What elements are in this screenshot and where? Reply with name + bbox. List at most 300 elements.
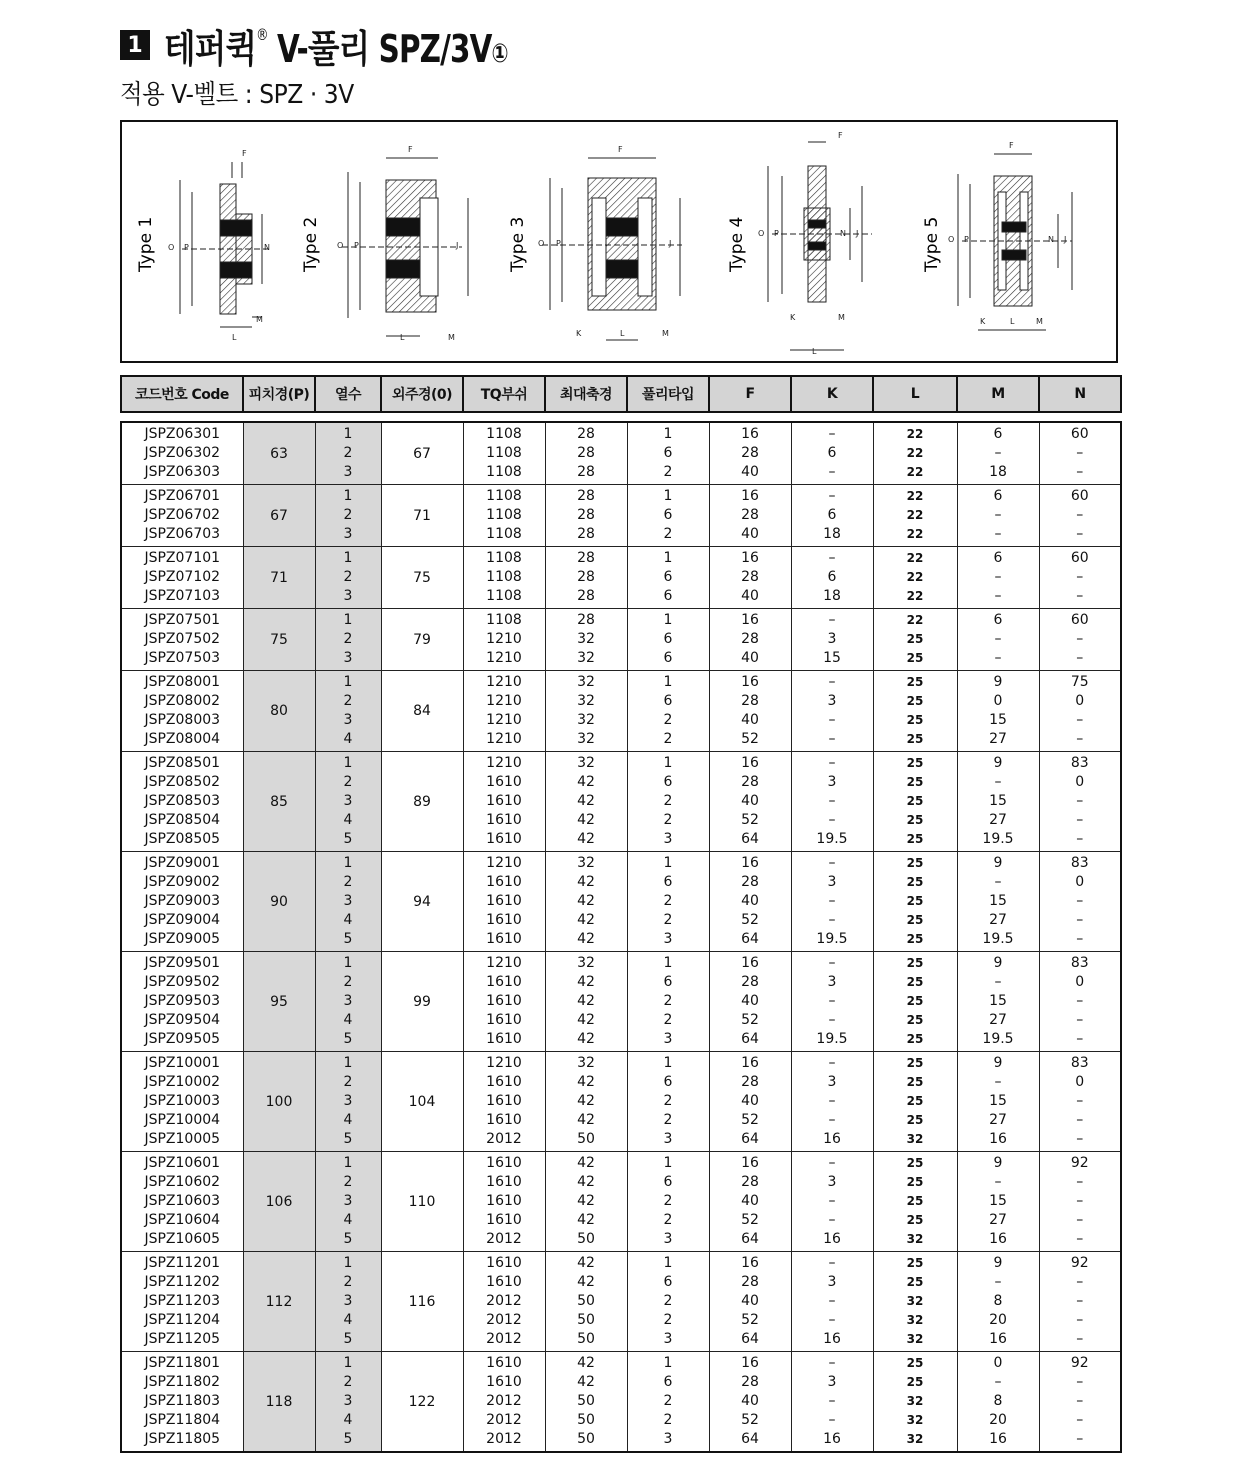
cell-value: 42 <box>577 793 595 809</box>
dim-L-5: L <box>1010 317 1015 326</box>
cell-rows <box>315 609 381 671</box>
table-row-group <box>121 485 1121 547</box>
cell-value: – <box>828 612 836 628</box>
cell-value: JSPZ08502 <box>144 774 221 790</box>
cell-value: 6 <box>663 650 673 666</box>
cell-f <box>709 1352 791 1453</box>
cell-pitch: 80 <box>243 671 315 752</box>
cell-value: 2 <box>663 1293 673 1309</box>
cell-value: 1210 <box>486 1055 522 1071</box>
cell-value: 6 <box>663 507 673 523</box>
cell-value: 1610 <box>486 774 522 790</box>
cell-value: – <box>828 755 836 771</box>
dim-L-4: L <box>812 347 817 356</box>
cell-value: 16 <box>741 612 759 628</box>
cell-value: 1 <box>343 550 353 566</box>
cell-value: JSPZ09004 <box>144 912 221 928</box>
cell-value: 1 <box>663 755 673 771</box>
cell-rows <box>315 752 381 852</box>
cell-value: – <box>994 569 1002 585</box>
cell-value: 1 <box>343 1255 353 1271</box>
cell-type <box>627 1152 709 1252</box>
cell-value: JSPZ10603 <box>144 1193 221 1209</box>
cell-value: 3 <box>663 1031 673 1047</box>
cell-f <box>709 852 791 952</box>
cell-value: 42 <box>577 774 595 790</box>
cell-value: JSPZ11203 <box>144 1293 221 1309</box>
cell-pitch: 112 <box>243 1252 315 1352</box>
cell-value: JSPZ07502 <box>144 631 221 647</box>
cell-type <box>627 952 709 1052</box>
cell-value: JSPZ10001 <box>144 1055 221 1071</box>
cell-codes <box>121 1352 243 1453</box>
cell-value: 1210 <box>486 650 522 666</box>
cell-tq <box>463 485 545 547</box>
cell-value: 1610 <box>486 1074 522 1090</box>
cell-value: 25 <box>906 1032 924 1046</box>
cell-value: 42 <box>577 1174 595 1190</box>
cell-value: 3 <box>343 650 353 666</box>
cell-value: – <box>1076 1131 1084 1147</box>
cell-value: – <box>994 445 1002 461</box>
cell-shaft <box>545 1252 627 1352</box>
cell-value: 16 <box>741 550 759 566</box>
dim-K-5: K <box>980 317 986 326</box>
cell-value: 19.5 <box>816 1031 848 1047</box>
cell-value: 2 <box>343 974 353 990</box>
cell-value: 28 <box>741 693 759 709</box>
cell-codes <box>121 1152 243 1252</box>
cell-value: – <box>994 1174 1002 1190</box>
cell-f <box>709 547 791 609</box>
cell-value: 60 <box>1070 550 1089 566</box>
cell-rows <box>315 852 381 952</box>
cell-value: 28 <box>741 1174 759 1190</box>
cell-value: 1610 <box>486 1374 522 1390</box>
cell-value: – <box>994 526 1002 542</box>
cell-value: 1108 <box>486 464 522 480</box>
cell-value: 15 <box>989 893 1007 909</box>
cell-value: – <box>1076 893 1084 909</box>
title-main: 테퍼퀵 <box>164 26 257 71</box>
cell-n <box>1039 547 1121 609</box>
cell-codes <box>121 952 243 1052</box>
cell-pitch: 63 <box>243 422 315 485</box>
cell-value: 2 <box>663 912 673 928</box>
cell-rows <box>315 1052 381 1152</box>
cell-n <box>1039 609 1121 671</box>
cell-value: 40 <box>741 1293 759 1309</box>
cell-l <box>873 952 957 1052</box>
cell-value: 0 <box>1075 874 1085 890</box>
cell-value: – <box>1076 569 1084 585</box>
cell-value: 15 <box>823 650 841 666</box>
cell-value: 52 <box>741 1212 759 1228</box>
cell-value: 16 <box>989 1131 1007 1147</box>
cell-value: 16 <box>823 1231 841 1247</box>
dim-M-5: M <box>1036 317 1043 326</box>
dim-P-2: P <box>354 241 359 250</box>
cell-value: 2 <box>343 631 353 647</box>
cell-value: 2 <box>663 1193 673 1209</box>
table-row-group <box>121 852 1121 952</box>
cell-value: – <box>1076 1012 1084 1028</box>
cell-value: JSPZ10604 <box>144 1212 221 1228</box>
cell-k <box>791 852 873 952</box>
cell-value: 5 <box>343 1431 353 1447</box>
table-row-group <box>121 1152 1121 1252</box>
cell-l <box>873 852 957 952</box>
cell-value: 2 <box>343 693 353 709</box>
cell-value: 25 <box>906 1013 924 1027</box>
cell-outer: 122 <box>381 1352 463 1453</box>
table-row-group <box>121 1352 1121 1453</box>
cell-shaft <box>545 1352 627 1453</box>
cell-m <box>957 752 1039 852</box>
cell-value: 32 <box>577 674 595 690</box>
cell-value: 28 <box>577 588 595 604</box>
type-5-label: Type 5 <box>922 216 942 272</box>
table-row-group <box>121 609 1121 671</box>
cell-value: – <box>1076 507 1084 523</box>
cell-tq <box>463 952 545 1052</box>
cell-type <box>627 1052 709 1152</box>
type-2-label: Type 2 <box>301 216 321 272</box>
cell-value: – <box>828 731 836 747</box>
cell-value: 3 <box>663 1431 673 1447</box>
cell-pitch: 85 <box>243 752 315 852</box>
cell-value: 1210 <box>486 693 522 709</box>
cell-shaft <box>545 1152 627 1252</box>
cell-value: JSPZ07501 <box>144 612 221 628</box>
cell-value: 1610 <box>486 1155 522 1171</box>
cell-value: 32 <box>577 631 595 647</box>
cell-value: 5 <box>343 831 353 847</box>
cell-l <box>873 609 957 671</box>
cell-value: 3 <box>663 831 673 847</box>
type-3-drawing <box>542 158 682 340</box>
cell-value: 19.5 <box>982 831 1014 847</box>
cell-value: – <box>828 488 836 504</box>
column-header: L <box>873 376 957 412</box>
cell-value: – <box>828 1055 836 1071</box>
cell-value: 0 <box>1075 693 1085 709</box>
cell-outer: 116 <box>381 1252 463 1352</box>
cell-pitch: 106 <box>243 1152 315 1252</box>
cell-value: 2 <box>343 874 353 890</box>
cell-value: – <box>828 1012 836 1028</box>
cell-value: 22 <box>906 446 924 460</box>
cell-value: 1108 <box>486 588 522 604</box>
cell-value: 28 <box>577 507 595 523</box>
cell-value: – <box>828 1255 836 1271</box>
cell-value: JSPZ08505 <box>144 831 221 847</box>
cell-value: 22 <box>906 489 924 503</box>
cell-value: 40 <box>741 893 759 909</box>
cell-value: 64 <box>741 1031 759 1047</box>
cell-value: – <box>1076 931 1084 947</box>
cell-value: JSPZ09003 <box>144 893 221 909</box>
cell-value: 2 <box>663 526 673 542</box>
cell-value: 25 <box>906 651 924 665</box>
cell-value: 42 <box>577 912 595 928</box>
cell-l <box>873 752 957 852</box>
cell-value: 25 <box>906 875 924 889</box>
cell-value: 1610 <box>486 1255 522 1271</box>
cell-value: – <box>828 1212 836 1228</box>
cell-n <box>1039 752 1121 852</box>
cell-value: 6 <box>663 874 673 890</box>
cell-value: 25 <box>906 632 924 646</box>
cell-value: 4 <box>343 812 353 828</box>
cell-value: – <box>828 812 836 828</box>
cell-value: 6 <box>827 569 837 585</box>
cell-value: 1 <box>343 426 353 442</box>
cell-value: 1108 <box>486 569 522 585</box>
cell-value: 1 <box>343 488 353 504</box>
cell-k <box>791 1352 873 1453</box>
cell-value: 25 <box>906 1356 924 1370</box>
dim-L-2: L <box>400 333 405 342</box>
cell-value: 6 <box>827 445 837 461</box>
cell-n <box>1039 485 1121 547</box>
cell-rows <box>315 485 381 547</box>
cell-value: 40 <box>741 650 759 666</box>
dim-L-3: L <box>620 329 625 338</box>
cell-value: JSPZ11802 <box>144 1374 221 1390</box>
cell-value: JSPZ06703 <box>144 526 221 542</box>
cell-shaft <box>545 752 627 852</box>
cell-value: 2012 <box>486 1312 522 1328</box>
cell-f <box>709 1252 791 1352</box>
cell-value: – <box>1076 650 1084 666</box>
dim-N-4: N <box>840 229 846 238</box>
cell-outer: 99 <box>381 952 463 1052</box>
cell-value: 2 <box>663 812 673 828</box>
cell-m <box>957 485 1039 547</box>
cell-value: – <box>994 974 1002 990</box>
cell-type <box>627 1252 709 1352</box>
cell-value: 28 <box>741 1274 759 1290</box>
cell-value: 1 <box>663 1255 673 1271</box>
cell-value: JSPZ07103 <box>144 588 221 604</box>
cell-value: 42 <box>577 1112 595 1128</box>
cell-value: 1 <box>343 612 353 628</box>
column-header: TQ부쉬 <box>463 376 545 412</box>
cell-value: 4 <box>343 1212 353 1228</box>
cell-value: 42 <box>577 893 595 909</box>
cell-n <box>1039 952 1121 1052</box>
cell-value: 25 <box>906 1375 924 1389</box>
cell-value: 16 <box>741 755 759 771</box>
cell-value: 42 <box>577 812 595 828</box>
cell-value: 20 <box>989 1412 1007 1428</box>
cell-tq <box>463 422 545 485</box>
cell-value: 0 <box>993 1355 1003 1371</box>
cell-value: JSPZ10004 <box>144 1112 221 1128</box>
dim-N-5: N <box>1048 235 1054 244</box>
cell-value: 1210 <box>486 755 522 771</box>
cell-value: 83 <box>1070 755 1089 771</box>
cell-pitch: 90 <box>243 852 315 952</box>
cell-value: 50 <box>577 1293 595 1309</box>
cell-value: 25 <box>906 713 924 727</box>
dim-F-2: F <box>408 145 413 154</box>
cell-value: 32 <box>906 1332 924 1346</box>
dim-O-2: O <box>337 241 344 250</box>
cell-value: 4 <box>343 912 353 928</box>
cell-value: 1 <box>343 674 353 690</box>
cell-value: 16 <box>741 674 759 690</box>
cell-value: – <box>828 955 836 971</box>
cell-m <box>957 671 1039 752</box>
cell-value: 16 <box>741 1355 759 1371</box>
cell-pitch: 118 <box>243 1352 315 1453</box>
cell-k <box>791 485 873 547</box>
cell-value: 2 <box>343 569 353 585</box>
cell-value: 52 <box>741 812 759 828</box>
cell-f <box>709 609 791 671</box>
cell-k <box>791 609 873 671</box>
cell-value: 52 <box>741 1012 759 1028</box>
cell-m <box>957 1252 1039 1352</box>
cell-value: – <box>1076 1193 1084 1209</box>
cell-value: 1108 <box>486 488 522 504</box>
cell-value: JSPZ09501 <box>144 955 221 971</box>
cell-l <box>873 1352 957 1453</box>
cell-value: – <box>828 993 836 1009</box>
cell-value: 16 <box>741 855 759 871</box>
cell-value: – <box>1076 588 1084 604</box>
cell-value: 28 <box>741 774 759 790</box>
cell-codes <box>121 485 243 547</box>
dim-F-3: F <box>618 145 623 154</box>
cell-value: 28 <box>577 569 595 585</box>
cell-value: 22 <box>906 427 924 441</box>
cell-value: 42 <box>577 1193 595 1209</box>
cell-value: 25 <box>906 775 924 789</box>
cell-value: 18 <box>823 588 841 604</box>
cell-value: 1 <box>663 488 673 504</box>
cell-value: 42 <box>577 931 595 947</box>
type-4-label: Type 4 <box>727 216 747 272</box>
cell-value: 1 <box>663 855 673 871</box>
cell-value: – <box>828 793 836 809</box>
cell-value: 15 <box>989 1093 1007 1109</box>
cell-value: JSPZ11202 <box>144 1274 221 1290</box>
cell-value: 22 <box>906 589 924 603</box>
cell-codes <box>121 671 243 752</box>
cell-value: 2 <box>663 1412 673 1428</box>
cell-value: – <box>828 1155 836 1171</box>
dim-F-4: F <box>838 131 843 140</box>
cell-outer: 89 <box>381 752 463 852</box>
cell-value: 42 <box>577 993 595 1009</box>
cell-value: 42 <box>577 1031 595 1047</box>
cell-value: 2 <box>343 1374 353 1390</box>
cell-value: 1210 <box>486 731 522 747</box>
cell-value: 42 <box>577 1355 595 1371</box>
cell-value: – <box>1076 1431 1084 1447</box>
table-row-group <box>121 547 1121 609</box>
cell-value: 16 <box>741 426 759 442</box>
cell-value: 16 <box>989 1431 1007 1447</box>
cell-value: 1108 <box>486 507 522 523</box>
cell-value: 1210 <box>486 855 522 871</box>
dim-K-3: K <box>576 329 582 338</box>
column-header: 최대축경 <box>545 376 627 412</box>
column-header: K <box>791 376 873 412</box>
cell-value: 32 <box>577 693 595 709</box>
cell-f <box>709 952 791 1052</box>
column-header: 외주경(0) <box>381 376 463 412</box>
cell-value: 1610 <box>486 912 522 928</box>
circled-number: ① <box>491 38 508 69</box>
cell-value: 2 <box>343 1174 353 1190</box>
cell-type <box>627 547 709 609</box>
cell-value: – <box>828 855 836 871</box>
cell-shaft <box>545 852 627 952</box>
cell-value: 19.5 <box>982 931 1014 947</box>
cell-value: 25 <box>906 1275 924 1289</box>
cell-m <box>957 952 1039 1052</box>
cell-value: 28 <box>741 974 759 990</box>
cell-value: – <box>1076 831 1084 847</box>
cell-value: 0 <box>993 693 1003 709</box>
cell-value: 60 <box>1070 488 1089 504</box>
cell-value: 2012 <box>486 1431 522 1447</box>
cell-value: 1 <box>343 955 353 971</box>
cell-value: 5 <box>343 1131 353 1147</box>
cell-value: – <box>828 893 836 909</box>
cell-value: 4 <box>343 1412 353 1428</box>
cell-value: JSPZ07102 <box>144 569 221 585</box>
cell-value: 42 <box>577 1212 595 1228</box>
cell-value: 1108 <box>486 612 522 628</box>
cell-value: 2012 <box>486 1293 522 1309</box>
cell-value: 6 <box>663 631 673 647</box>
cell-value: 3 <box>663 931 673 947</box>
cell-value: 15 <box>989 1193 1007 1209</box>
cell-value: – <box>1076 1293 1084 1309</box>
cell-type <box>627 485 709 547</box>
cell-n <box>1039 1252 1121 1352</box>
cell-value: 25 <box>906 1156 924 1170</box>
cell-value: JSPZ10003 <box>144 1093 221 1109</box>
cell-codes <box>121 547 243 609</box>
spec-table <box>120 421 1122 1453</box>
cell-value: 22 <box>906 508 924 522</box>
cell-value: JSPZ08003 <box>144 712 221 728</box>
cell-value: 28 <box>577 488 595 504</box>
cell-value: 40 <box>741 1393 759 1409</box>
table-row-group <box>121 752 1121 852</box>
column-header: N <box>1039 376 1121 412</box>
cell-type <box>627 852 709 952</box>
dim-J-3: J <box>669 239 672 248</box>
cell-value: 92 <box>1070 1155 1089 1171</box>
cell-rows <box>315 547 381 609</box>
cell-value: 28 <box>577 612 595 628</box>
cell-value: – <box>1076 1274 1084 1290</box>
cell-value: 32 <box>906 1394 924 1408</box>
cell-value: 28 <box>577 445 595 461</box>
cell-value: 50 <box>577 1393 595 1409</box>
cell-l <box>873 671 957 752</box>
column-header: 피치경(P) <box>243 376 315 412</box>
cell-value: JSPZ08001 <box>144 674 221 690</box>
cell-rows <box>315 1252 381 1352</box>
